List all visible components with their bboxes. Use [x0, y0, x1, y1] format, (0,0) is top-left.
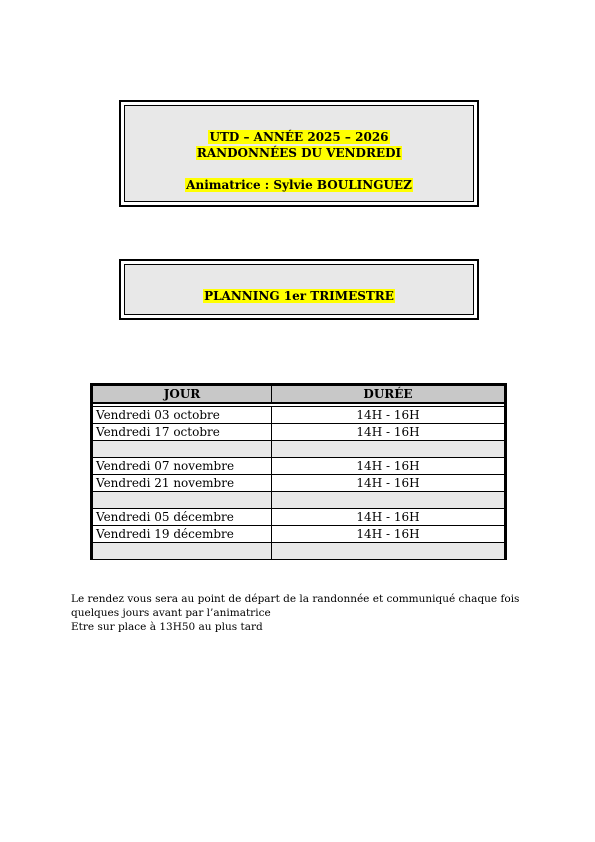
table-row-blank — [92, 543, 506, 560]
schedule-table — [90, 383, 507, 560]
header-title-activity: RANDONNÉES DU VENDREDI — [196, 146, 402, 160]
header-animator: Animatrice : Sylvie BOULINGUEZ — [186, 178, 412, 192]
row-day: Vendredi 05 décembre — [92, 509, 272, 526]
meeting-notes — [71, 592, 531, 634]
table-row — [92, 475, 506, 492]
column-header-duration: DURÉE — [272, 385, 506, 404]
column-header-day: JOUR — [92, 385, 272, 404]
planning-title: PLANNING 1er TRIMESTRE — [204, 289, 394, 303]
row-duration: 14H - 16H — [272, 475, 506, 492]
row-duration: 14H - 16H — [272, 458, 506, 475]
table-row — [92, 458, 506, 475]
row-duration: 14H - 16H — [272, 407, 506, 424]
note-line-announcement: quelques jours avant par l’animatrice — [71, 607, 271, 619]
row-duration — [272, 543, 506, 560]
planning-box-inner — [124, 264, 474, 315]
row-day: Vendredi 07 novembre — [92, 458, 272, 475]
row-duration: 14H - 16H — [272, 424, 506, 441]
row-day: Vendredi 17 octobre — [92, 424, 272, 441]
row-day: Vendredi 21 novembre — [92, 475, 272, 492]
table-row-blank — [92, 441, 506, 458]
note-line-meeting-point: Le rendez vous sera au point de départ de la randonnée et communiqué chaque fois — [71, 593, 520, 605]
header-box — [119, 100, 479, 207]
table-row — [92, 407, 506, 424]
row-day: Vendredi 03 octobre — [92, 407, 272, 424]
table-header-row — [92, 385, 506, 404]
note-line-arrival-time: Etre sur place à 13H50 au plus tard — [71, 621, 263, 633]
planning-box — [119, 259, 479, 320]
row-day: Vendredi 19 décembre — [92, 526, 272, 543]
row-duration: 14H - 16H — [272, 509, 506, 526]
header-box-inner — [124, 105, 474, 202]
row-duration: 14H - 16H — [272, 526, 506, 543]
table-row — [92, 526, 506, 543]
header-title-year: UTD – ANNÉE 2025 – 2026 — [209, 130, 389, 144]
row-day — [92, 543, 272, 560]
row-duration — [272, 492, 506, 509]
row-day — [92, 492, 272, 509]
row-day — [92, 441, 272, 458]
table-row-blank — [92, 492, 506, 509]
table-row — [92, 424, 506, 441]
row-duration — [272, 441, 506, 458]
table-row — [92, 509, 506, 526]
